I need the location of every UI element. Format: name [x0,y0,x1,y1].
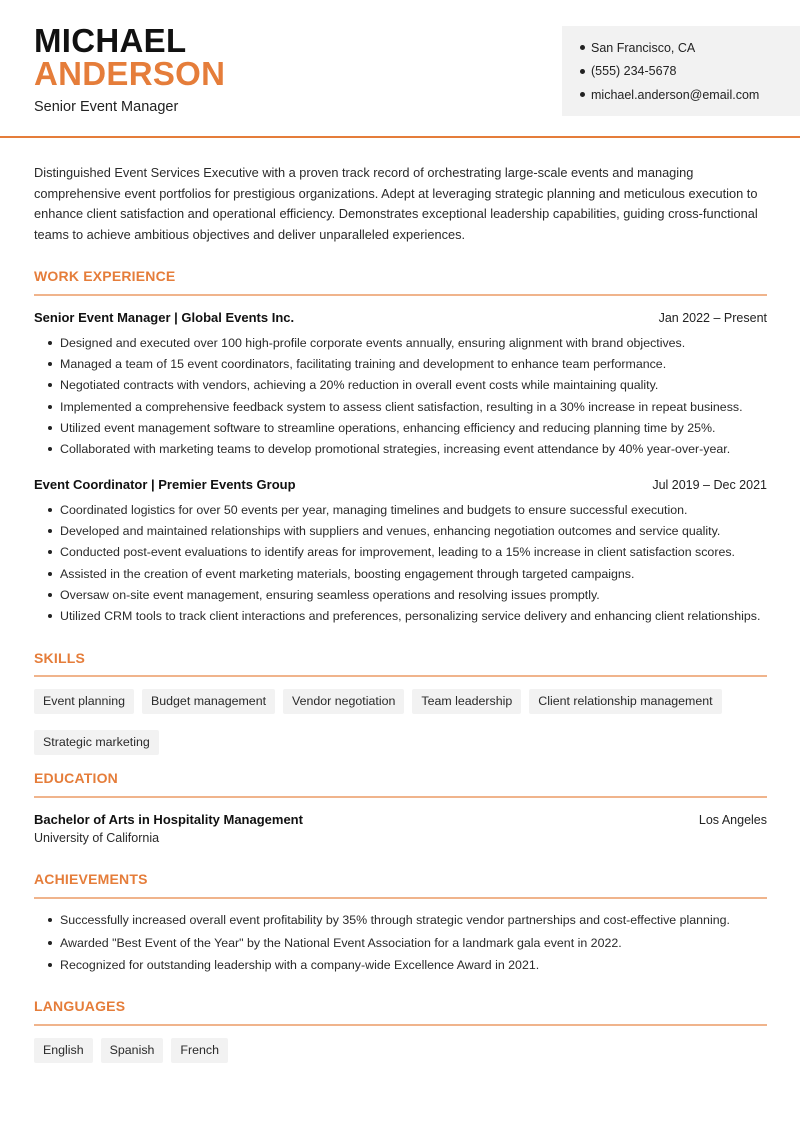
bullet-text: Recognized for outstanding leadership with a company-wide Excellence Award in 2021. [60,958,540,973]
bullet-text: Utilized CRM tools to track client interactions and preferences, personalizing service delivery and enhancing client relationships. [60,609,761,624]
list-item [34,332,774,353]
resume-header [0,0,800,138]
bullet-text: Designed and executed over 100 high-profile corporate events annually, ensuring alignment with brand objectives. [60,335,686,350]
bullet-text: Collaborated with marketing teams to develop promotional strategies, increasing event attendance by 40% year-over-year. [60,442,731,457]
section-divider [34,294,767,296]
bullet-icon [580,45,585,50]
contact-email [580,83,800,107]
last-name: ANDERSON [34,55,226,92]
skill-tag: Strategic marketing [34,730,159,755]
bullet-icon [48,941,52,945]
bullet-text: Implemented a comprehensive feedback system to assess client satisfaction, resulting in a 30% increase in repeat business. [60,399,743,414]
section-title-achievements: ACHIEVEMENTS [34,871,148,887]
bullet-icon [48,405,52,409]
bullet-text: Conducted post-event evaluations to identify areas for improvement, leading to a 15% increase in client satisfaction scores. [60,545,735,560]
skill-tag: Vendor negotiation [283,689,404,714]
email-text: michael.anderson@email.com [591,87,760,102]
section-title-languages: LANGUAGES [34,998,126,1014]
job-dates: Jan 2022 – Present [658,311,767,325]
education-header [34,812,767,827]
school-name: University of California [34,831,160,845]
job-title: Senior Event Manager [34,99,179,115]
language-tag: English [34,1038,93,1063]
bullet-text: Managed a team of 15 event coordinators, facilitating training and development to enhance team performance. [60,356,667,371]
skill-tag: Client relationship management [529,689,721,714]
list-item [34,932,774,955]
list-item [34,909,774,932]
section-divider [34,796,767,798]
list-item [34,353,774,374]
bullet-text: Negotiated contracts with vendors, achieving a 20% reduction in overall event costs while maintaining quality. [60,378,659,393]
bullet-text: Coordinated logistics for over 50 events per year, managing timelines and budgets to ensure successful execution. [60,502,688,517]
list-item [34,520,774,541]
job-bullets [34,499,774,627]
languages-list [34,1038,774,1063]
job-header [34,310,767,325]
bullet-icon [48,572,52,576]
bullet-icon [48,529,52,533]
bullet-icon [48,383,52,387]
bullet-text: Awarded "Best Event of the Year" by the National Event Association for a landmark gala event in 2022. [60,935,622,950]
bullet-icon [580,69,585,74]
job-role: Event Coordinator | Premier Events Group [34,477,296,492]
bullet-icon [48,963,52,967]
language-tag: Spanish [101,1038,164,1063]
list-item [34,605,774,626]
bullet-icon [48,426,52,430]
job-bullets [34,332,774,460]
list-item [34,584,774,605]
bullet-icon [48,918,52,922]
bullet-text: Utilized event management software to streamline operations, enhancing efficiency and reducing planning time by 25%. [60,420,716,435]
bullet-text: Assisted in the creation of event marketing materials, boosting engagement through targeted campaigns. [60,566,635,581]
job-dates: Jul 2019 – Dec 2021 [652,478,767,492]
skill-tag: Event planning [34,689,134,714]
job-role: Senior Event Manager | Global Events Inc. [34,310,295,325]
list-item [34,954,774,977]
list-item [34,375,774,396]
section-title-work: WORK EXPERIENCE [34,268,176,284]
location-text: San Francisco, CA [591,40,696,55]
education-location: Los Angeles [698,813,767,827]
section-title-skills: SKILLS [34,650,85,666]
contact-box [562,26,800,116]
skill-tag: Budget management [142,689,275,714]
contact-phone [580,60,800,84]
section-title-education: EDUCATION [34,770,118,786]
list-item [34,563,774,584]
list-item [34,499,774,520]
degree: Bachelor of Arts in Hospitality Management [34,812,303,827]
bullet-icon [48,614,52,618]
first-name: MICHAEL [34,22,187,59]
skills-list [34,689,774,755]
bullet-icon [48,593,52,597]
bullet-text: Successfully increased overall event profitability by 35% through strategic vendor partnerships and cost-effective planning. [60,913,730,928]
bullet-icon [48,341,52,345]
phone-text: (555) 234-5678 [591,64,677,79]
section-divider [34,1024,767,1026]
bullet-text: Oversaw on-site event management, ensuring seamless operations and resolving issues promptly. [60,587,600,602]
bullet-text: Developed and maintained relationships with suppliers and venues, enhancing negotiation outcomes and service quality. [60,523,721,538]
contact-location [580,36,800,60]
section-divider [34,675,767,677]
bullet-icon [48,362,52,366]
job-header [34,477,767,492]
skill-tag: Team leadership [412,689,521,714]
list-item [34,438,774,459]
achievements-list [34,909,774,977]
bullet-icon [48,508,52,512]
section-divider [34,897,767,899]
list-item [34,417,774,438]
list-item [34,542,774,563]
bullet-icon [48,550,52,554]
list-item [34,396,774,417]
bullet-icon [48,447,52,451]
bullet-icon [580,92,585,97]
language-tag: French [171,1038,228,1063]
summary-paragraph: Distinguished Event Services Executive with a proven track record of orchestrating large-scale events and managing comprehensive event portfolios for prestigious organizations. Adept at leveraging strategic planning and meticulous execution to enhance client satisfaction and operational efficiency. Demonstrates exceptional leadership capabilities, guiding cross-functional teams to achieve ambitious objectives and deliver unparalleled experiences. [34,165,758,242]
